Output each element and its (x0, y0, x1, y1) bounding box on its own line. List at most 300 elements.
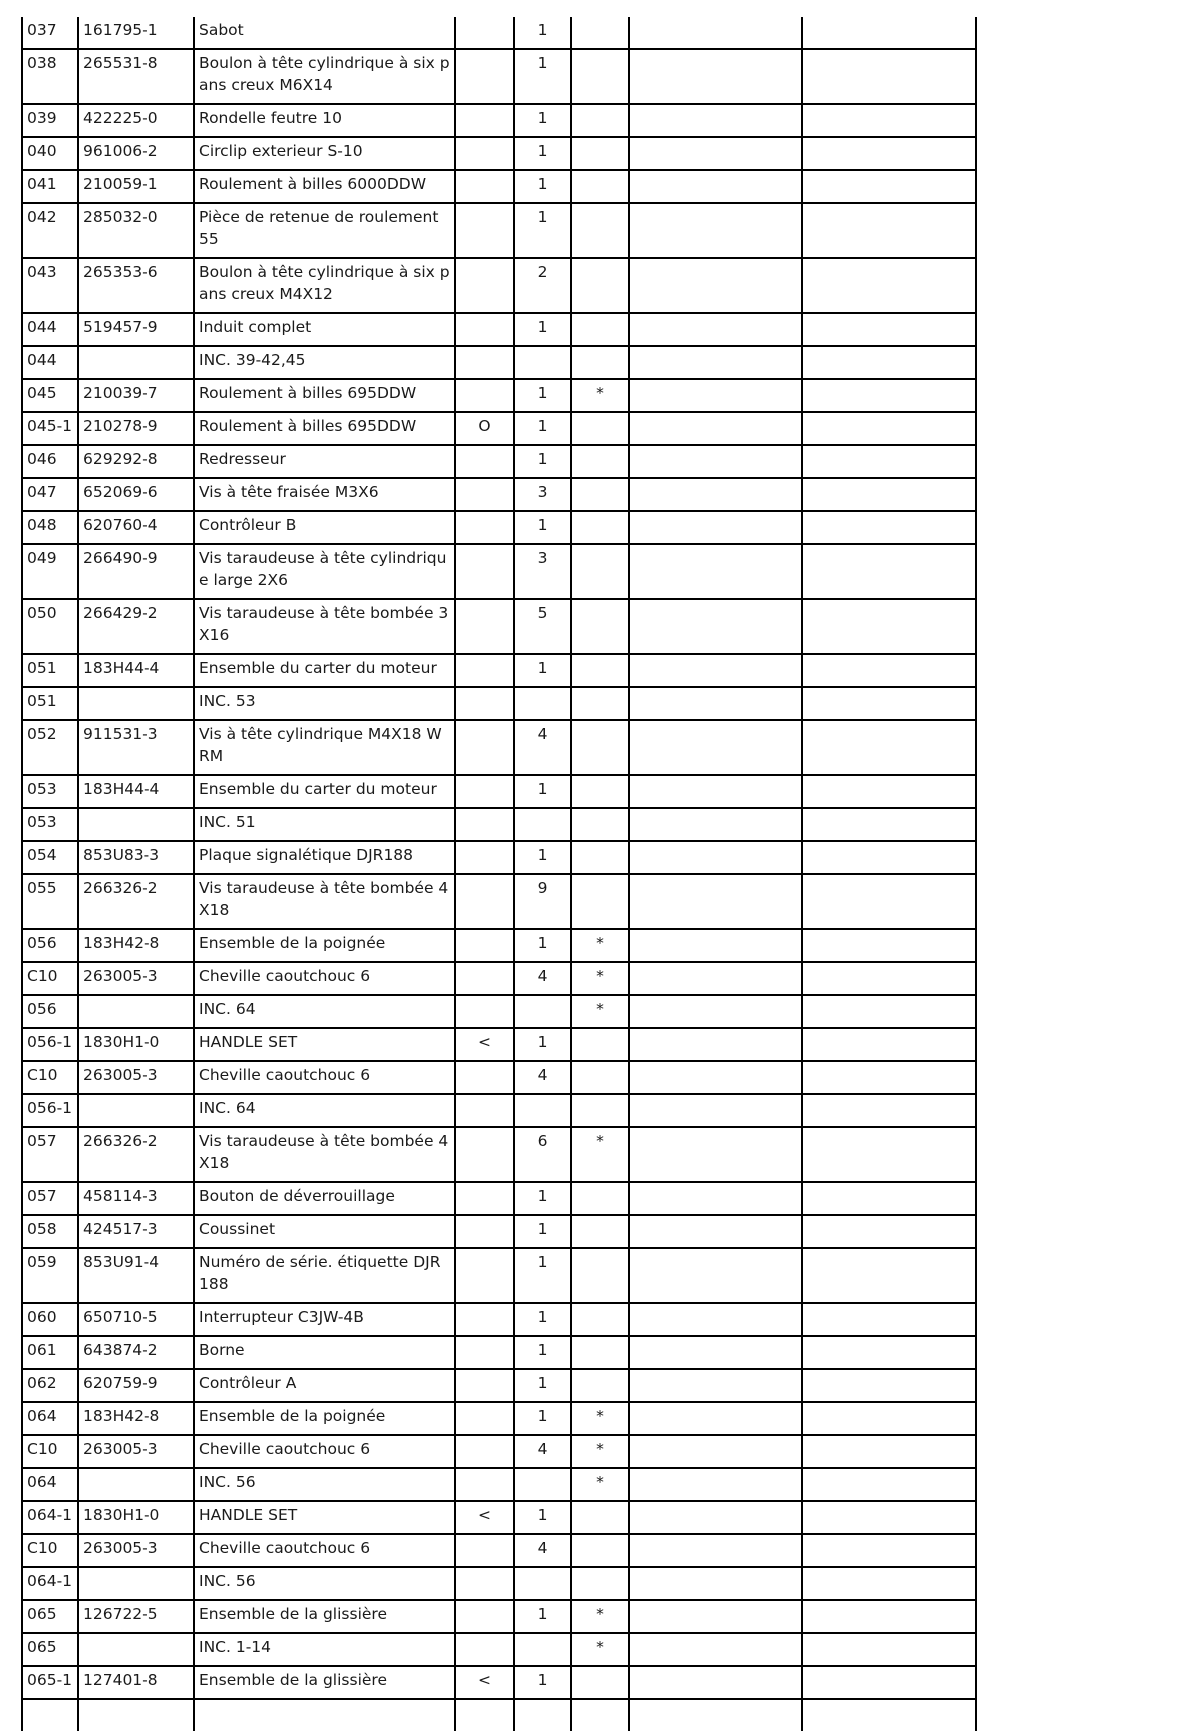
description-cell: Bouton de déverrouillage (194, 1182, 455, 1215)
table-row (22, 1699, 976, 1731)
mark-cell: * (571, 1633, 629, 1666)
quantity-cell: 1 (514, 1666, 571, 1699)
quantity-cell: 1 (514, 379, 571, 412)
item-number-cell: 058 (22, 1215, 78, 1248)
description-cell: Circlip exterieur S-10 (194, 137, 455, 170)
item-number-cell: 064-1 (22, 1501, 78, 1534)
flag-cell: O (455, 412, 514, 445)
table-row (22, 599, 976, 654)
item-number-cell: 040 (22, 137, 78, 170)
mark-cell (571, 687, 629, 720)
item-number-cell: 037 (22, 17, 78, 49)
table-row (22, 478, 976, 511)
item-number-cell (22, 1699, 78, 1731)
part-number-cell: 266429-2 (78, 599, 194, 654)
table-row (22, 841, 976, 874)
part-number-cell: 961006-2 (78, 137, 194, 170)
empty-cell (802, 258, 976, 313)
flag-cell (455, 137, 514, 170)
description-cell: INC. 39-42,45 (194, 346, 455, 379)
mark-cell (571, 1303, 629, 1336)
quantity-cell: 1 (514, 49, 571, 104)
part-number-cell: 1830H1-0 (78, 1028, 194, 1061)
table-row (22, 1094, 976, 1127)
empty-cell (802, 1699, 976, 1731)
item-number-cell: 050 (22, 599, 78, 654)
flag-cell: < (455, 1666, 514, 1699)
part-number-cell: 263005-3 (78, 962, 194, 995)
table-row (22, 1127, 976, 1182)
description-cell: Vis taraudeuse à tête cylindrique large 2X6 (194, 544, 455, 599)
empty-cell (629, 687, 802, 720)
quantity-cell (514, 1094, 571, 1127)
mark-cell (571, 1336, 629, 1369)
item-number-cell: C10 (22, 1534, 78, 1567)
empty-cell (629, 511, 802, 544)
empty-cell (802, 995, 976, 1028)
flag-cell (455, 1402, 514, 1435)
item-number-cell: 051 (22, 687, 78, 720)
part-number-cell: 422225-0 (78, 104, 194, 137)
mark-cell (571, 104, 629, 137)
quantity-cell: 1 (514, 1336, 571, 1369)
quantity-cell: 6 (514, 1127, 571, 1182)
flag-cell (455, 511, 514, 544)
flag-cell (455, 1600, 514, 1633)
quantity-cell: 1 (514, 104, 571, 137)
flag-cell (455, 808, 514, 841)
mark-cell: * (571, 379, 629, 412)
empty-cell (802, 775, 976, 808)
table-row (22, 775, 976, 808)
flag-cell (455, 720, 514, 775)
table-row (22, 544, 976, 599)
flag-cell (455, 1435, 514, 1468)
description-cell: Coussinet (194, 1215, 455, 1248)
description-cell: Cheville caoutchouc 6 (194, 1534, 455, 1567)
quantity-cell (514, 1633, 571, 1666)
description-cell: Boulon à tête cylindrique à six pans creux M6X14 (194, 49, 455, 104)
quantity-cell: 1 (514, 203, 571, 258)
item-number-cell: 055 (22, 874, 78, 929)
item-number-cell: 062 (22, 1369, 78, 1402)
table-row (22, 511, 976, 544)
part-number-cell: 263005-3 (78, 1534, 194, 1567)
empty-cell (802, 962, 976, 995)
mark-cell (571, 49, 629, 104)
quantity-cell: 1 (514, 1303, 571, 1336)
empty-cell (629, 104, 802, 137)
flag-cell (455, 962, 514, 995)
table-row (22, 445, 976, 478)
quantity-cell: 3 (514, 544, 571, 599)
table-row (22, 1215, 976, 1248)
empty-cell (629, 1699, 802, 1731)
quantity-cell (514, 1567, 571, 1600)
empty-cell (802, 346, 976, 379)
empty-cell (802, 1468, 976, 1501)
table-row (22, 1633, 976, 1666)
empty-cell (802, 1600, 976, 1633)
empty-cell (802, 1182, 976, 1215)
item-number-cell: 065 (22, 1600, 78, 1633)
part-number-cell: 1830H1-0 (78, 1501, 194, 1534)
item-number-cell: 064-1 (22, 1567, 78, 1600)
flag-cell (455, 1248, 514, 1303)
description-cell: HANDLE SET (194, 1501, 455, 1534)
empty-cell (802, 1435, 976, 1468)
item-number-cell: 056-1 (22, 1028, 78, 1061)
part-number-cell: 183H44-4 (78, 654, 194, 687)
part-number-cell: 620760-4 (78, 511, 194, 544)
flag-cell: < (455, 1028, 514, 1061)
item-number-cell: 064 (22, 1468, 78, 1501)
empty-cell (802, 49, 976, 104)
description-cell: INC. 1-14 (194, 1633, 455, 1666)
part-number-cell: 126722-5 (78, 1600, 194, 1633)
empty-cell (629, 962, 802, 995)
item-number-cell: 046 (22, 445, 78, 478)
quantity-cell: 1 (514, 313, 571, 346)
flag-cell (455, 1061, 514, 1094)
empty-cell (802, 170, 976, 203)
part-number-cell: 210059-1 (78, 170, 194, 203)
part-number-cell (78, 1699, 194, 1731)
description-cell: INC. 56 (194, 1567, 455, 1600)
table-row (22, 995, 976, 1028)
flag-cell (455, 1369, 514, 1402)
quantity-cell: 1 (514, 170, 571, 203)
mark-cell (571, 1094, 629, 1127)
item-number-cell: 042 (22, 203, 78, 258)
item-number-cell: 039 (22, 104, 78, 137)
description-cell: Ensemble du carter du moteur (194, 654, 455, 687)
table-row (22, 1061, 976, 1094)
table-row (22, 1402, 976, 1435)
mark-cell (571, 1182, 629, 1215)
flag-cell (455, 995, 514, 1028)
flag-cell (455, 1468, 514, 1501)
item-number-cell: 064 (22, 1402, 78, 1435)
flag-cell (455, 687, 514, 720)
description-cell: Roulement à billes 695DDW (194, 412, 455, 445)
flag-cell (455, 445, 514, 478)
quantity-cell: 2 (514, 258, 571, 313)
table-row (22, 874, 976, 929)
mark-cell (571, 874, 629, 929)
empty-cell (629, 412, 802, 445)
flag-cell (455, 775, 514, 808)
empty-cell (802, 1402, 976, 1435)
quantity-cell: 1 (514, 1182, 571, 1215)
empty-cell (629, 203, 802, 258)
mark-cell (571, 544, 629, 599)
part-number-cell: 265531-8 (78, 49, 194, 104)
mark-cell: * (571, 1600, 629, 1633)
item-number-cell: 059 (22, 1248, 78, 1303)
empty-cell (802, 17, 976, 49)
part-number-cell (78, 1094, 194, 1127)
empty-cell (629, 1127, 802, 1182)
empty-cell (802, 654, 976, 687)
empty-cell (629, 445, 802, 478)
part-number-cell: 266326-2 (78, 874, 194, 929)
quantity-cell: 1 (514, 1501, 571, 1534)
empty-cell (629, 654, 802, 687)
quantity-cell: 4 (514, 720, 571, 775)
description-cell: Contrôleur A (194, 1369, 455, 1402)
quantity-cell (514, 995, 571, 1028)
empty-cell (629, 1600, 802, 1633)
empty-cell (802, 313, 976, 346)
part-number-cell: 265353-6 (78, 258, 194, 313)
flag-cell (455, 49, 514, 104)
mark-cell (571, 1061, 629, 1094)
empty-cell (802, 1028, 976, 1061)
mark-cell (571, 17, 629, 49)
quantity-cell: 4 (514, 1534, 571, 1567)
mark-cell: * (571, 962, 629, 995)
quantity-cell (514, 1699, 571, 1731)
empty-cell (802, 203, 976, 258)
empty-cell (802, 599, 976, 654)
item-number-cell: 044 (22, 346, 78, 379)
part-number-cell: 263005-3 (78, 1061, 194, 1094)
empty-cell (629, 841, 802, 874)
part-number-cell (78, 687, 194, 720)
description-cell: Ensemble de la poignée (194, 1402, 455, 1435)
empty-cell (629, 1468, 802, 1501)
table-row (22, 258, 976, 313)
flag-cell (455, 1699, 514, 1731)
item-number-cell: 045-1 (22, 412, 78, 445)
table-row (22, 49, 976, 104)
empty-cell (802, 1303, 976, 1336)
empty-cell (629, 544, 802, 599)
mark-cell: * (571, 1435, 629, 1468)
empty-cell (802, 1127, 976, 1182)
table-row (22, 1600, 976, 1633)
table-row (22, 17, 976, 49)
table-row (22, 1435, 976, 1468)
part-number-cell: 519457-9 (78, 313, 194, 346)
quantity-cell: 1 (514, 137, 571, 170)
empty-cell (629, 478, 802, 511)
mark-cell (571, 720, 629, 775)
empty-cell (802, 1567, 976, 1600)
description-cell: Contrôleur B (194, 511, 455, 544)
description-cell: Cheville caoutchouc 6 (194, 1061, 455, 1094)
quantity-cell: 1 (514, 511, 571, 544)
quantity-cell: 4 (514, 1061, 571, 1094)
description-cell: Vis taraudeuse à tête bombée 4X18 (194, 1127, 455, 1182)
empty-cell (629, 1215, 802, 1248)
mark-cell (571, 1534, 629, 1567)
empty-cell (802, 874, 976, 929)
item-number-cell: 049 (22, 544, 78, 599)
part-number-cell: 911531-3 (78, 720, 194, 775)
description-cell: Cheville caoutchouc 6 (194, 962, 455, 995)
description-cell: Plaque signalétique DJR188 (194, 841, 455, 874)
table-row (22, 1534, 976, 1567)
mark-cell (571, 258, 629, 313)
part-number-cell: 210039-7 (78, 379, 194, 412)
item-number-cell: 048 (22, 511, 78, 544)
empty-cell (629, 379, 802, 412)
mark-cell (571, 654, 629, 687)
description-cell: Vis à tête fraisée M3X6 (194, 478, 455, 511)
flag-cell (455, 654, 514, 687)
empty-cell (802, 720, 976, 775)
quantity-cell: 4 (514, 1435, 571, 1468)
flag-cell (455, 1303, 514, 1336)
empty-cell (629, 1567, 802, 1600)
empty-cell (802, 445, 976, 478)
empty-cell (802, 1633, 976, 1666)
flag-cell (455, 104, 514, 137)
flag-cell (455, 478, 514, 511)
empty-cell (629, 874, 802, 929)
empty-cell (802, 929, 976, 962)
empty-cell (629, 1501, 802, 1534)
empty-cell (802, 687, 976, 720)
flag-cell (455, 1127, 514, 1182)
empty-cell (629, 599, 802, 654)
empty-cell (629, 1633, 802, 1666)
table-row (22, 1028, 976, 1061)
table-row (22, 1336, 976, 1369)
description-cell (194, 1699, 455, 1731)
item-number-cell: 060 (22, 1303, 78, 1336)
quantity-cell (514, 1468, 571, 1501)
flag-cell (455, 170, 514, 203)
empty-cell (802, 104, 976, 137)
description-cell: Rondelle feutre 10 (194, 104, 455, 137)
table-row (22, 412, 976, 445)
item-number-cell: 047 (22, 478, 78, 511)
table-row (22, 1468, 976, 1501)
item-number-cell: 057 (22, 1182, 78, 1215)
quantity-cell: 3 (514, 478, 571, 511)
part-number-cell: 285032-0 (78, 203, 194, 258)
table-row (22, 1567, 976, 1600)
empty-cell (629, 1402, 802, 1435)
mark-cell (571, 478, 629, 511)
part-number-cell: 629292-8 (78, 445, 194, 478)
table-row (22, 808, 976, 841)
quantity-cell (514, 346, 571, 379)
empty-cell (629, 1248, 802, 1303)
part-number-cell (78, 1633, 194, 1666)
quantity-cell (514, 808, 571, 841)
flag-cell (455, 346, 514, 379)
table-row (22, 137, 976, 170)
empty-cell (629, 346, 802, 379)
empty-cell (629, 929, 802, 962)
description-cell: INC. 56 (194, 1468, 455, 1501)
item-number-cell: C10 (22, 1435, 78, 1468)
empty-cell (802, 1501, 976, 1534)
table-row (22, 379, 976, 412)
empty-cell (629, 1369, 802, 1402)
description-cell: HANDLE SET (194, 1028, 455, 1061)
table-row (22, 1248, 976, 1303)
mark-cell (571, 412, 629, 445)
part-number-cell: 266326-2 (78, 1127, 194, 1182)
mark-cell (571, 1369, 629, 1402)
mark-cell (571, 775, 629, 808)
empty-cell (802, 1248, 976, 1303)
table-row (22, 346, 976, 379)
flag-cell (455, 1094, 514, 1127)
mark-cell (571, 511, 629, 544)
empty-cell (629, 1061, 802, 1094)
part-number-cell: 620759-9 (78, 1369, 194, 1402)
item-number-cell: 053 (22, 808, 78, 841)
empty-cell (629, 1336, 802, 1369)
empty-cell (802, 137, 976, 170)
quantity-cell: 1 (514, 654, 571, 687)
description-cell: Ensemble de la glissière (194, 1600, 455, 1633)
empty-cell (802, 412, 976, 445)
flag-cell (455, 1336, 514, 1369)
part-number-cell (78, 808, 194, 841)
item-number-cell: 056 (22, 929, 78, 962)
mark-cell: * (571, 929, 629, 962)
flag-cell (455, 841, 514, 874)
description-cell: Roulement à billes 695DDW (194, 379, 455, 412)
part-number-cell: 183H44-4 (78, 775, 194, 808)
empty-cell (802, 1534, 976, 1567)
part-number-cell (78, 1468, 194, 1501)
empty-cell (802, 1336, 976, 1369)
empty-cell (802, 379, 976, 412)
description-cell: Boulon à tête cylindrique à six pans creux M4X12 (194, 258, 455, 313)
empty-cell (802, 841, 976, 874)
table-row (22, 313, 976, 346)
table-row (22, 929, 976, 962)
flag-cell (455, 258, 514, 313)
mark-cell: * (571, 995, 629, 1028)
mark-cell (571, 313, 629, 346)
part-number-cell: 853U83-3 (78, 841, 194, 874)
description-cell: Pièce de retenue de roulement 55 (194, 203, 455, 258)
flag-cell (455, 1215, 514, 1248)
mark-cell: * (571, 1468, 629, 1501)
description-cell: Cheville caoutchouc 6 (194, 1435, 455, 1468)
part-number-cell: 127401-8 (78, 1666, 194, 1699)
description-cell: Vis taraudeuse à tête bombée 3X16 (194, 599, 455, 654)
item-number-cell: 052 (22, 720, 78, 775)
description-cell: INC. 64 (194, 995, 455, 1028)
parts-table (21, 17, 977, 1731)
table-row (22, 1303, 976, 1336)
flag-cell (455, 1633, 514, 1666)
mark-cell (571, 346, 629, 379)
item-number-cell: 065 (22, 1633, 78, 1666)
table-row (22, 1501, 976, 1534)
part-number-cell (78, 995, 194, 1028)
empty-cell (629, 49, 802, 104)
quantity-cell: 1 (514, 1600, 571, 1633)
quantity-cell (514, 687, 571, 720)
flag-cell (455, 1182, 514, 1215)
description-cell: Roulement à billes 6000DDW (194, 170, 455, 203)
empty-cell (629, 1028, 802, 1061)
empty-cell (629, 17, 802, 49)
mark-cell (571, 841, 629, 874)
description-cell: Ensemble de la glissière (194, 1666, 455, 1699)
